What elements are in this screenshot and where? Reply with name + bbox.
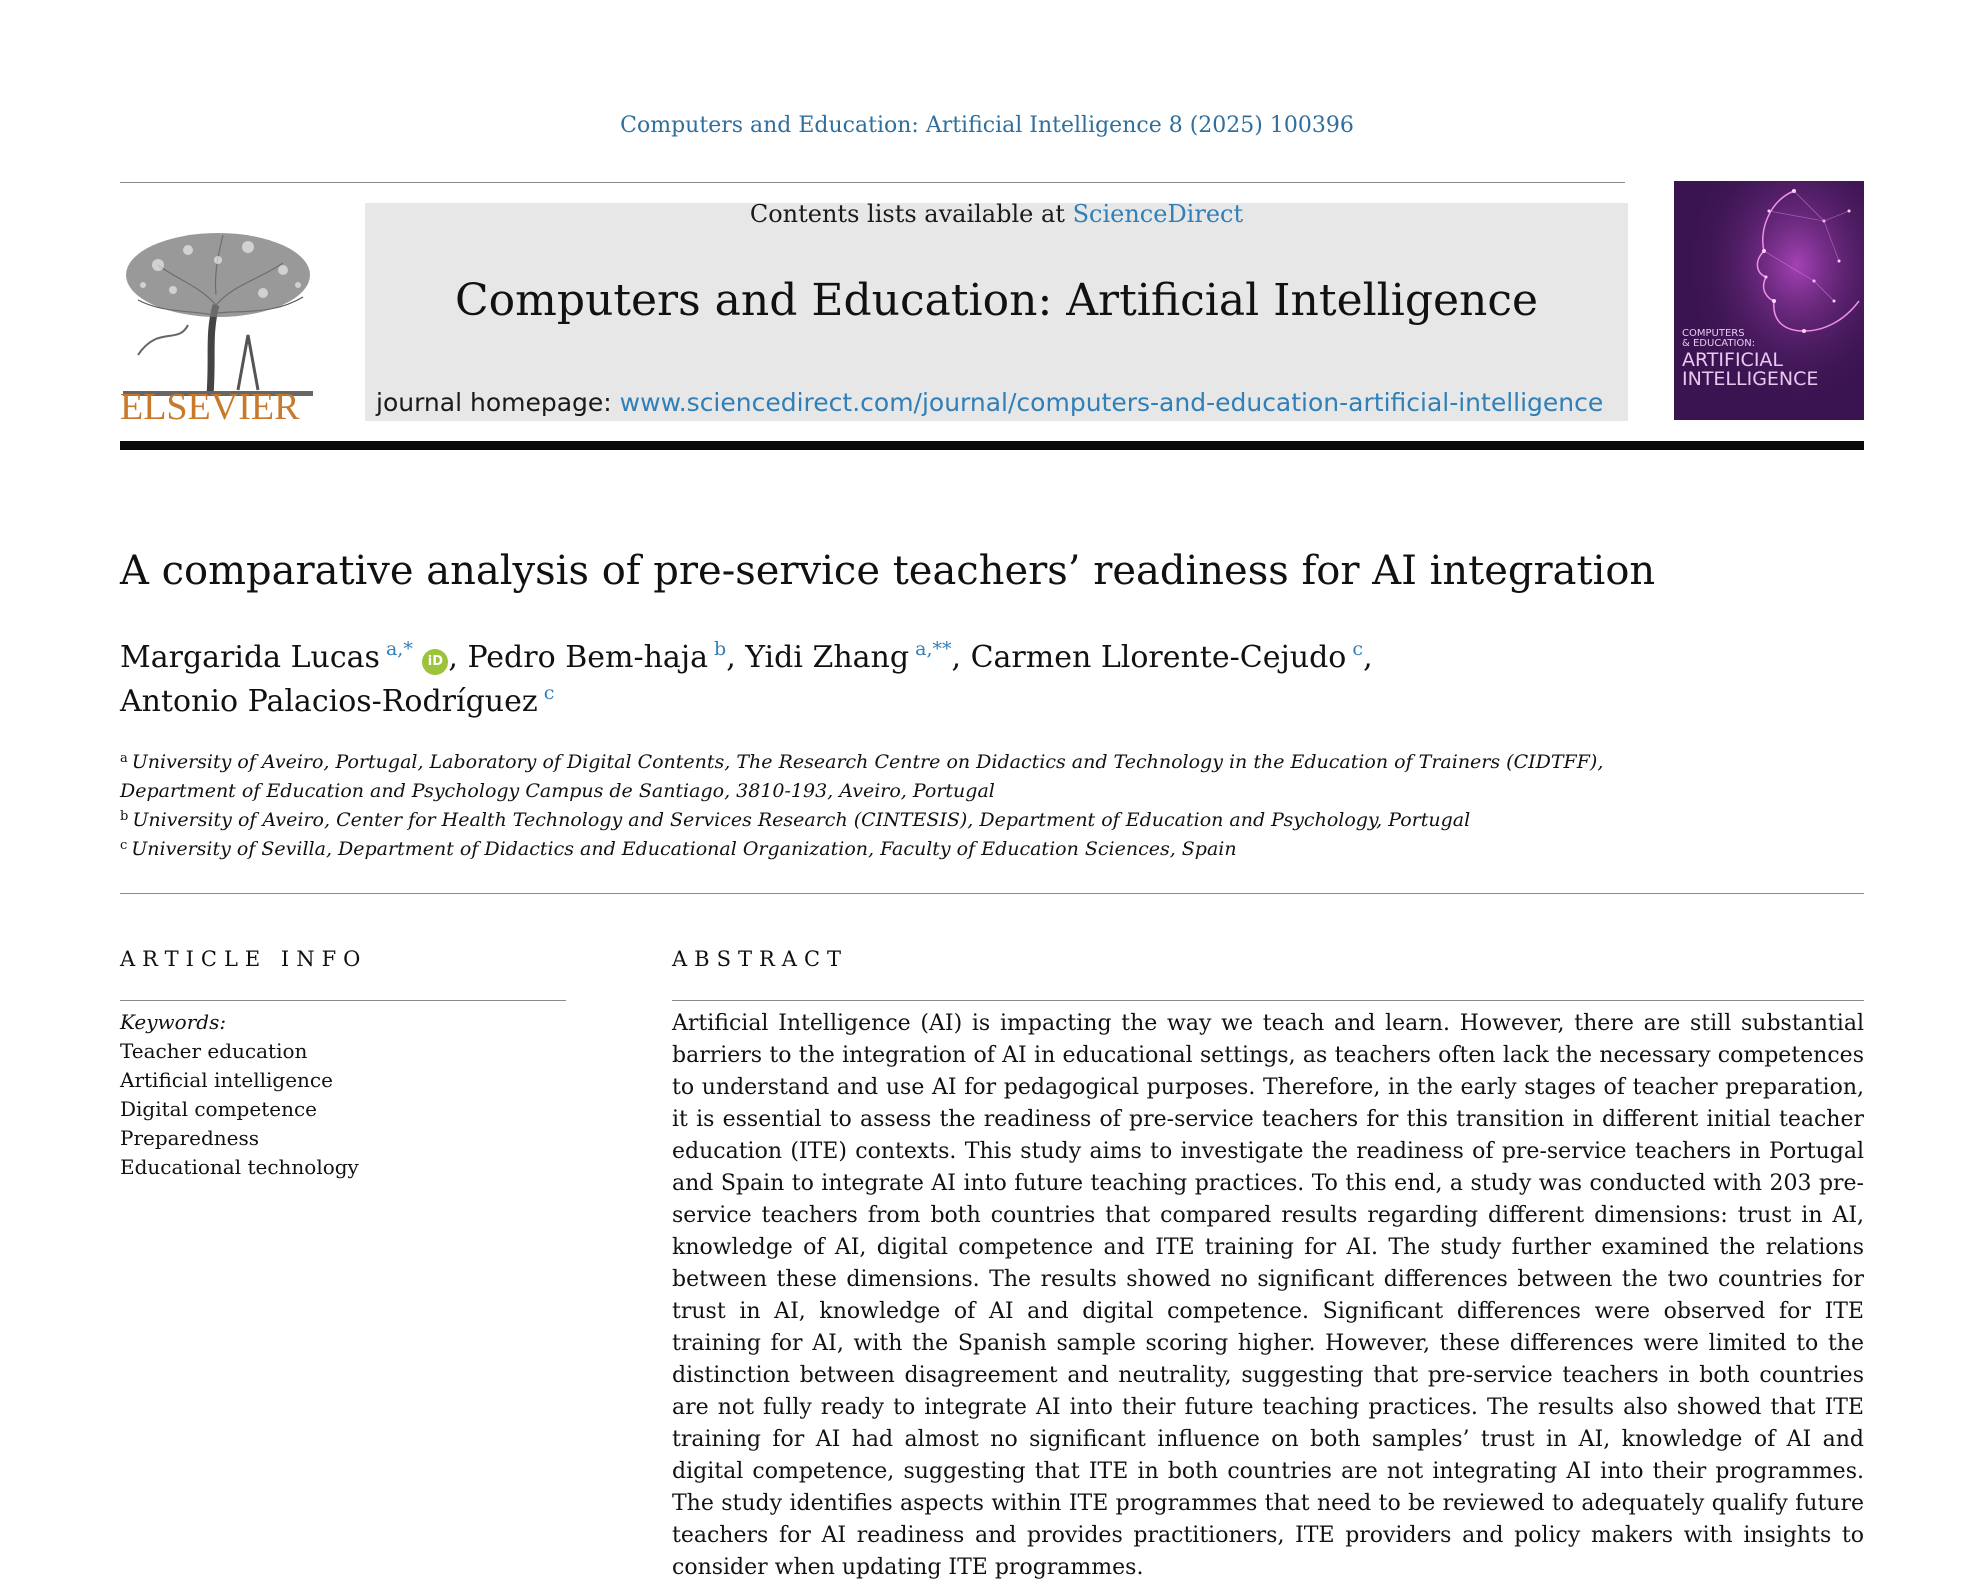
keyword-item: Teacher education	[120, 1039, 308, 1063]
author-affiliation-marker[interactable]: a,*	[385, 638, 413, 660]
author-list: Margarida Lucas $^{a,*}$ iD , Pedro Bem-haja $^b$, Yidi Zhang $^{a,**}$, Carmen Llorente-Cejudo $^c$, Antonio Palacios-Rodríguez $^c$	[120, 638, 1373, 719]
journal-homepage	[376, 388, 1603, 417]
article-title: A comparative analysis of pre-service teachers’ readiness for AI integration	[120, 548, 1656, 594]
orcid-icon[interactable]: iD	[422, 649, 448, 675]
homepage-label: journal homepage:	[376, 388, 620, 417]
cover-line-2: & EDUCATION:	[1682, 338, 1756, 349]
affiliation-b: $^b$ University of Aveiro, Center for Health Technology and Services Research (CINTESIS), Department of Education and Psychology, Portugal	[120, 809, 1471, 831]
keyword-item: Artificial intelligence	[120, 1068, 333, 1092]
author-affiliation-marker[interactable]: c	[543, 682, 555, 704]
affiliation-a: $^a$ University of Aveiro, Portugal, Laboratory of Digital Contents, The Research Centre on Didactics and Technology in the Education of Trainers (CIDTFF), Department of Education and Psychology Campus de Santiago, 3810-193, Aveiro, Portugal	[120, 751, 1604, 802]
author-name[interactable]: Carmen Llorente-Cejudo	[970, 640, 1347, 675]
contents-availability	[365, 200, 1628, 228]
author-affiliation-marker[interactable]: b	[714, 638, 727, 660]
article-info-divider	[120, 1000, 566, 1001]
cover-title	[1682, 329, 1818, 389]
author-affiliation-marker[interactable]: a,**	[915, 638, 952, 660]
contents-prefix: Contents lists available at	[749, 200, 1073, 228]
article-info-heading: ARTICLE INFO	[120, 947, 368, 971]
cover-line-4: INTELLIGENCE	[1682, 368, 1819, 390]
author-name[interactable]: Margarida Lucas	[120, 640, 380, 675]
header-thick-divider	[120, 441, 1864, 450]
keyword-item: Digital competence	[120, 1097, 317, 1121]
author-name[interactable]: Pedro Bem-haja	[467, 640, 708, 675]
elsevier-wordmark: ELSEVIER	[120, 386, 300, 428]
abstract-divider	[672, 1000, 1864, 1001]
author-name[interactable]: Yidi Zhang	[745, 640, 910, 675]
sciencedirect-link[interactable]: ScienceDirect	[1072, 200, 1244, 228]
abstract-heading: ABSTRACT	[672, 947, 849, 971]
affiliations	[120, 748, 1640, 864]
author-affiliation-marker[interactable]: c	[1352, 638, 1364, 660]
journal-cover[interactable]	[1674, 181, 1864, 420]
author-name[interactable]: Antonio Palacios-Rodríguez	[120, 684, 538, 719]
affiliation-c: $^c$ University of Sevilla, Department of Didactics and Educational Organization, Faculty of Education Sciences, Spain	[120, 838, 1237, 860]
keywords-label: Keywords:	[120, 1010, 227, 1034]
keyword-item: Educational technology	[120, 1155, 359, 1179]
journal-reference[interactable]: Computers and Education: Artificial Intelligence 8 (2025) 100396	[620, 113, 1354, 138]
keyword-item: Preparedness	[120, 1126, 260, 1150]
section-divider	[120, 893, 1864, 894]
keywords-block	[120, 1008, 359, 1182]
cover-line-3: ARTIFICIAL	[1682, 349, 1784, 371]
top-divider	[120, 182, 1625, 183]
cover-line-1: COMPUTERS	[1682, 328, 1745, 339]
journal-title: Computers and Education: Artificial Intelligence	[454, 275, 1539, 326]
homepage-link[interactable]: www.sciencedirect.com/journal/computers-and-education-artificial-intelligence	[619, 388, 1604, 417]
abstract-text: Artificial Intelligence (AI) is impacting the way we teach and learn. However, there are still substantial barriers to the integration of AI in educational settings, as teachers often lack the necessary competences to understand and use AI for pedagogical purposes. Therefore, in the early stages of teacher preparation, it is essential to assess the readiness of pre-service teachers for this transition in different initial teacher education (ITE) contexts. This study aims to investigate the readiness of pre-service teachers in Portugal and Spain to integrate AI into future teaching practices. To this end, a study was conducted with 203 pre-service teachers from both countries that compared results regarding different dimensions: trust in AI, knowledge of AI, digital competence and ITE training for AI. The study further examined the relations between these dimensions. The results showed no significant differences between the two countries for trust in AI, knowledge of AI and digital competence. Significant differences were observed for ITE training for AI, with the Spanish sample scoring higher. However, these differences were limited to the distinction between disagreement and neutrality, suggesting that pre-service teachers in both countries are not fully ready to integrate AI into their future teaching practices. The results also showed that ITE training for AI had almost no significant influence on both samples’ trust in AI, knowledge of AI and digital competence, suggesting that ITE in both countries are not integrating AI into their programmes. The study identifies aspects within ITE programmes that need to be reviewed to adequately qualify future teachers for AI readiness and provides practitioners, ITE providers and policy makers with insights to consider when updating ITE programmes.	[672, 1011, 1864, 1580]
